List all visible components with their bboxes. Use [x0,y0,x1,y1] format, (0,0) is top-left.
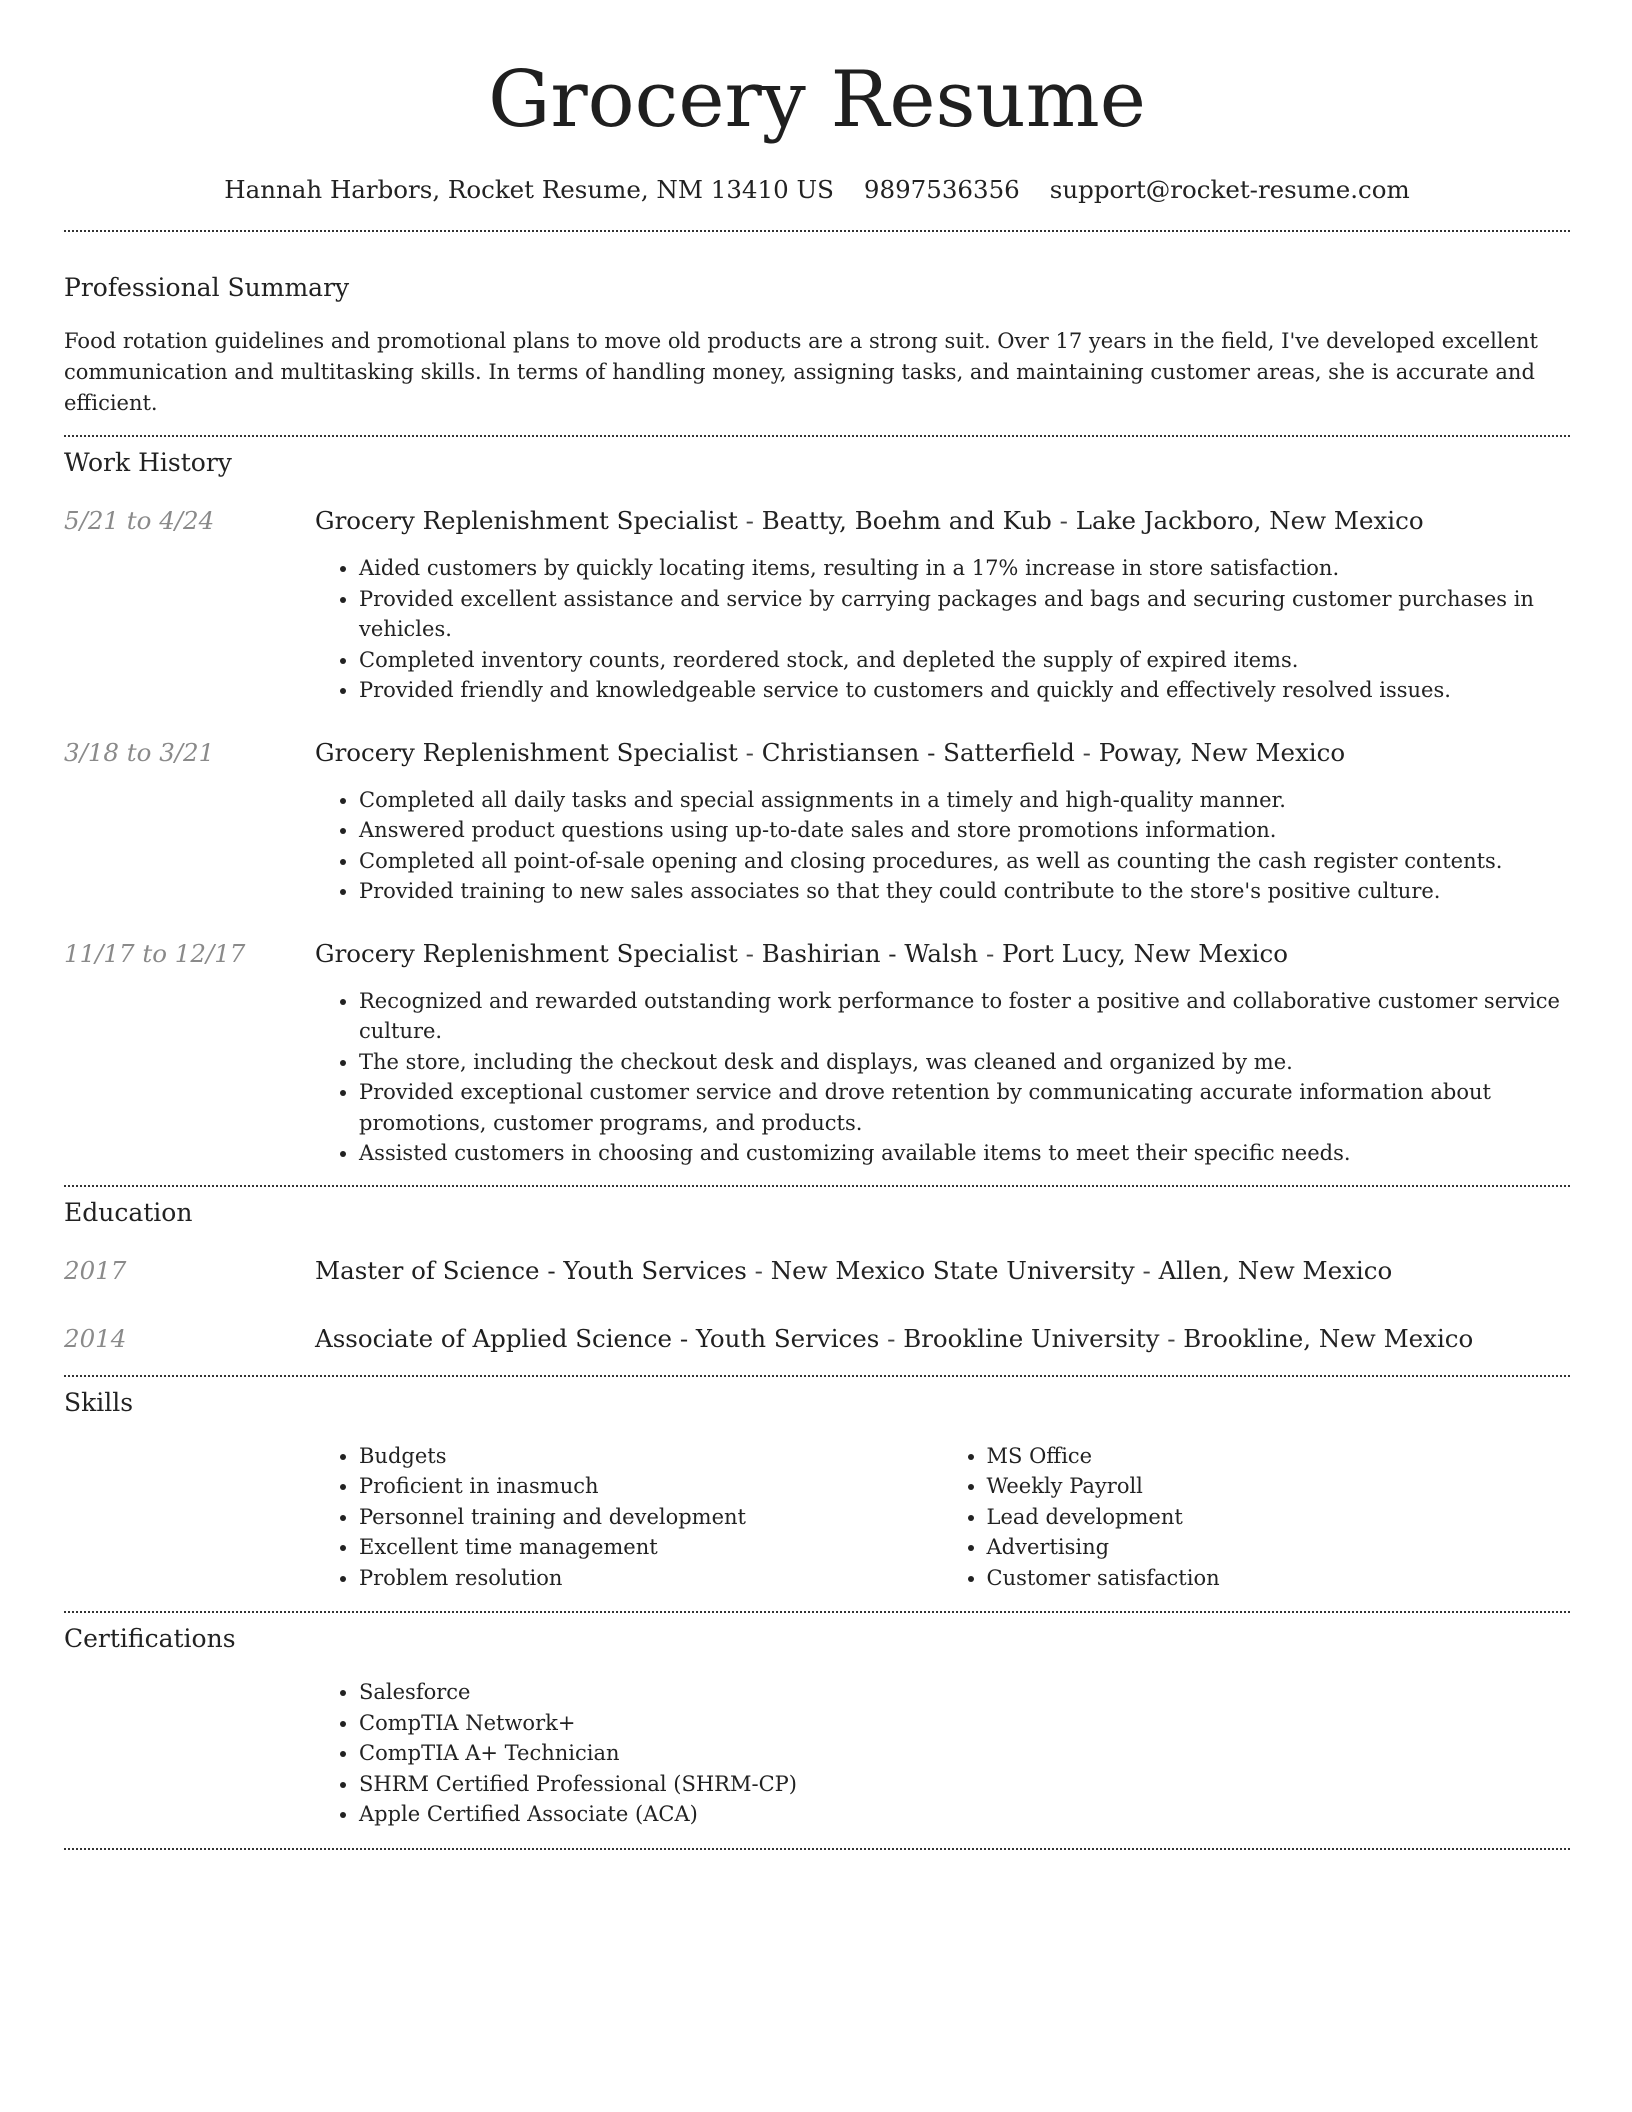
work-date: 5/21 to 4/24 [64,506,215,535]
work-heading: Grocery Replenishment Specialist - Beatty, Boehm and Kub - Lake Jackboro, New Mexico [315,506,1424,535]
work-entry [64,938,1570,1169]
list-item: • Recognized and rewarded outstanding work performance to foster a positive and collaborative customer service culture. [359,986,1570,1047]
work-heading: Grocery Replenishment Specialist - Bashirian - Walsh - Port Lucy, New Mexico [315,938,1288,968]
education-location: Allen, New Mexico [1158,1255,1393,1285]
list-item: • Excellent time management [359,1532,943,1563]
education-degree: Master of Science - Youth Services [315,1255,747,1285]
skills-section [64,1377,1570,1594]
work-company: Christiansen - Satterfield [761,737,1075,767]
list-item: • Provided excellent assistance and service by carrying packages and bags and securing customer purchases in vehicles. [359,584,1570,645]
list-item: • Proficient in inasmuch [359,1471,943,1502]
work-location: Poway, New Mexico [1098,737,1346,767]
education-entry [64,1323,1570,1355]
list-item: • Completed inventory counts, reordered stock, and depleted the supply of expired items. [359,645,1570,676]
list-item: • Aided customers by quickly locating items, resulting in a 17% increase in store satisfaction. [359,553,1570,584]
work-entry [64,737,1570,907]
list-item: • CompTIA A+ Technician [359,1738,1570,1769]
work-role: Grocery Replenishment Specialist [315,938,738,968]
section-title-certifications: Certifications [64,1624,236,1653]
work-bullets [315,986,1570,1169]
work-bullets [315,785,1570,907]
education-school: New Mexico State University [770,1255,1135,1285]
work-role: Grocery Replenishment Specialist [315,506,738,535]
work-company: Bashirian - Walsh [761,938,979,968]
section-title-skills: Skills [64,1387,134,1417]
work-heading: Grocery Replenishment Specialist - Christiansen - Satterfield - Poway, New Mexico [315,737,1346,767]
resume-title: Grocery Resume [488,55,1146,145]
work-company: Beatty, Boehm and Kub [761,506,1052,535]
skills-list-left [315,1441,943,1594]
list-item: • MS Office [987,1441,1571,1472]
education-degree: Associate of Applied Science - Youth Services [315,1323,880,1353]
skills-list-right [943,1441,1571,1594]
education-heading: Master of Science - Youth Services - New Mexico State University - Allen, New Mexico [315,1255,1393,1285]
list-item: • Provided training to new sales associates so that they could contribute to the store's positive culture. [359,876,1570,907]
list-item: • Provided exceptional customer service and drove retention by communicating accurate information about promotions, customer programs, and products. [359,1077,1570,1138]
work-date: 3/18 to 3/21 [64,737,215,767]
list-item: • Completed all daily tasks and special assignments in a timely and high-quality manner. [359,785,1570,816]
certifications-section [64,1613,1570,1830]
list-item: • Answered product questions using up-to-date sales and store promotions information. [359,815,1570,846]
education-section [64,1187,1570,1355]
list-item: • SHRM Certified Professional (SHRM-CP) [359,1769,1570,1800]
list-item: • Personnel training and development [359,1502,943,1533]
work-bullets [315,553,1570,706]
education-year: 2014 [64,1323,127,1353]
section-title-summary: Professional Summary [64,273,350,302]
work-role: Grocery Replenishment Specialist [315,737,738,767]
resume-header [64,0,1570,206]
section-title-work-history: Work History [64,448,232,477]
skills-columns [315,1441,1570,1594]
summary-section [64,232,1570,419]
education-location: Brookline, New Mexico [1183,1323,1474,1353]
education-entry [64,1255,1570,1287]
contact-phone: 9897536356 [863,175,1020,204]
list-item: • Budgets [359,1441,943,1472]
education-heading: Associate of Applied Science - Youth Services - Brookline University - Brookline, New Mexico [315,1323,1474,1353]
list-item: • Apple Certified Associate (ACA) [359,1799,1570,1830]
list-item: • Salesforce [359,1677,1570,1708]
certifications-list [315,1677,1570,1830]
work-history-section [64,437,1570,1169]
education-school: Brookline University [903,1323,1160,1353]
list-item: • Completed all point-of-sale opening and closing procedures, as well as counting the cash register contents. [359,846,1570,877]
list-item: • Provided friendly and knowledgeable service to customers and quickly and effectively resolved issues. [359,675,1570,706]
list-item: • Customer satisfaction [987,1563,1571,1594]
list-item: • Lead development [987,1502,1571,1533]
summary-text: Food rotation guidelines and promotional plans to move old products are a strong suit. Over 17 years in the field, I've developed excellent communication and multitasking skills. In terms of handling money, assigning tasks, and maintaining customer areas, she is accurate and efficient. [64,329,1538,415]
work-date: 11/17 to 12/17 [64,938,246,968]
list-item: • Assisted customers in choosing and customizing available items to meet their specific needs. [359,1138,1570,1169]
section-divider [64,1848,1570,1850]
contact-email: support@rocket-resume.com [1049,175,1410,204]
work-location: Port Lucy, New Mexico [1002,938,1288,968]
list-item: • Weekly Payroll [987,1471,1571,1502]
contact-address: Hannah Harbors, Rocket Resume, NM 13410 US [224,175,834,204]
list-item: • Advertising [987,1532,1571,1563]
work-entry [64,505,1570,706]
contact-line [64,174,1570,206]
list-item: • CompTIA Network+ [359,1708,1570,1739]
list-item: • The store, including the checkout desk and displays, was cleaned and organized by me. [359,1047,1570,1078]
list-item: • Problem resolution [359,1563,943,1594]
work-location: Lake Jackboro, New Mexico [1075,506,1424,535]
education-year: 2017 [64,1255,127,1285]
section-title-education: Education [64,1197,193,1227]
